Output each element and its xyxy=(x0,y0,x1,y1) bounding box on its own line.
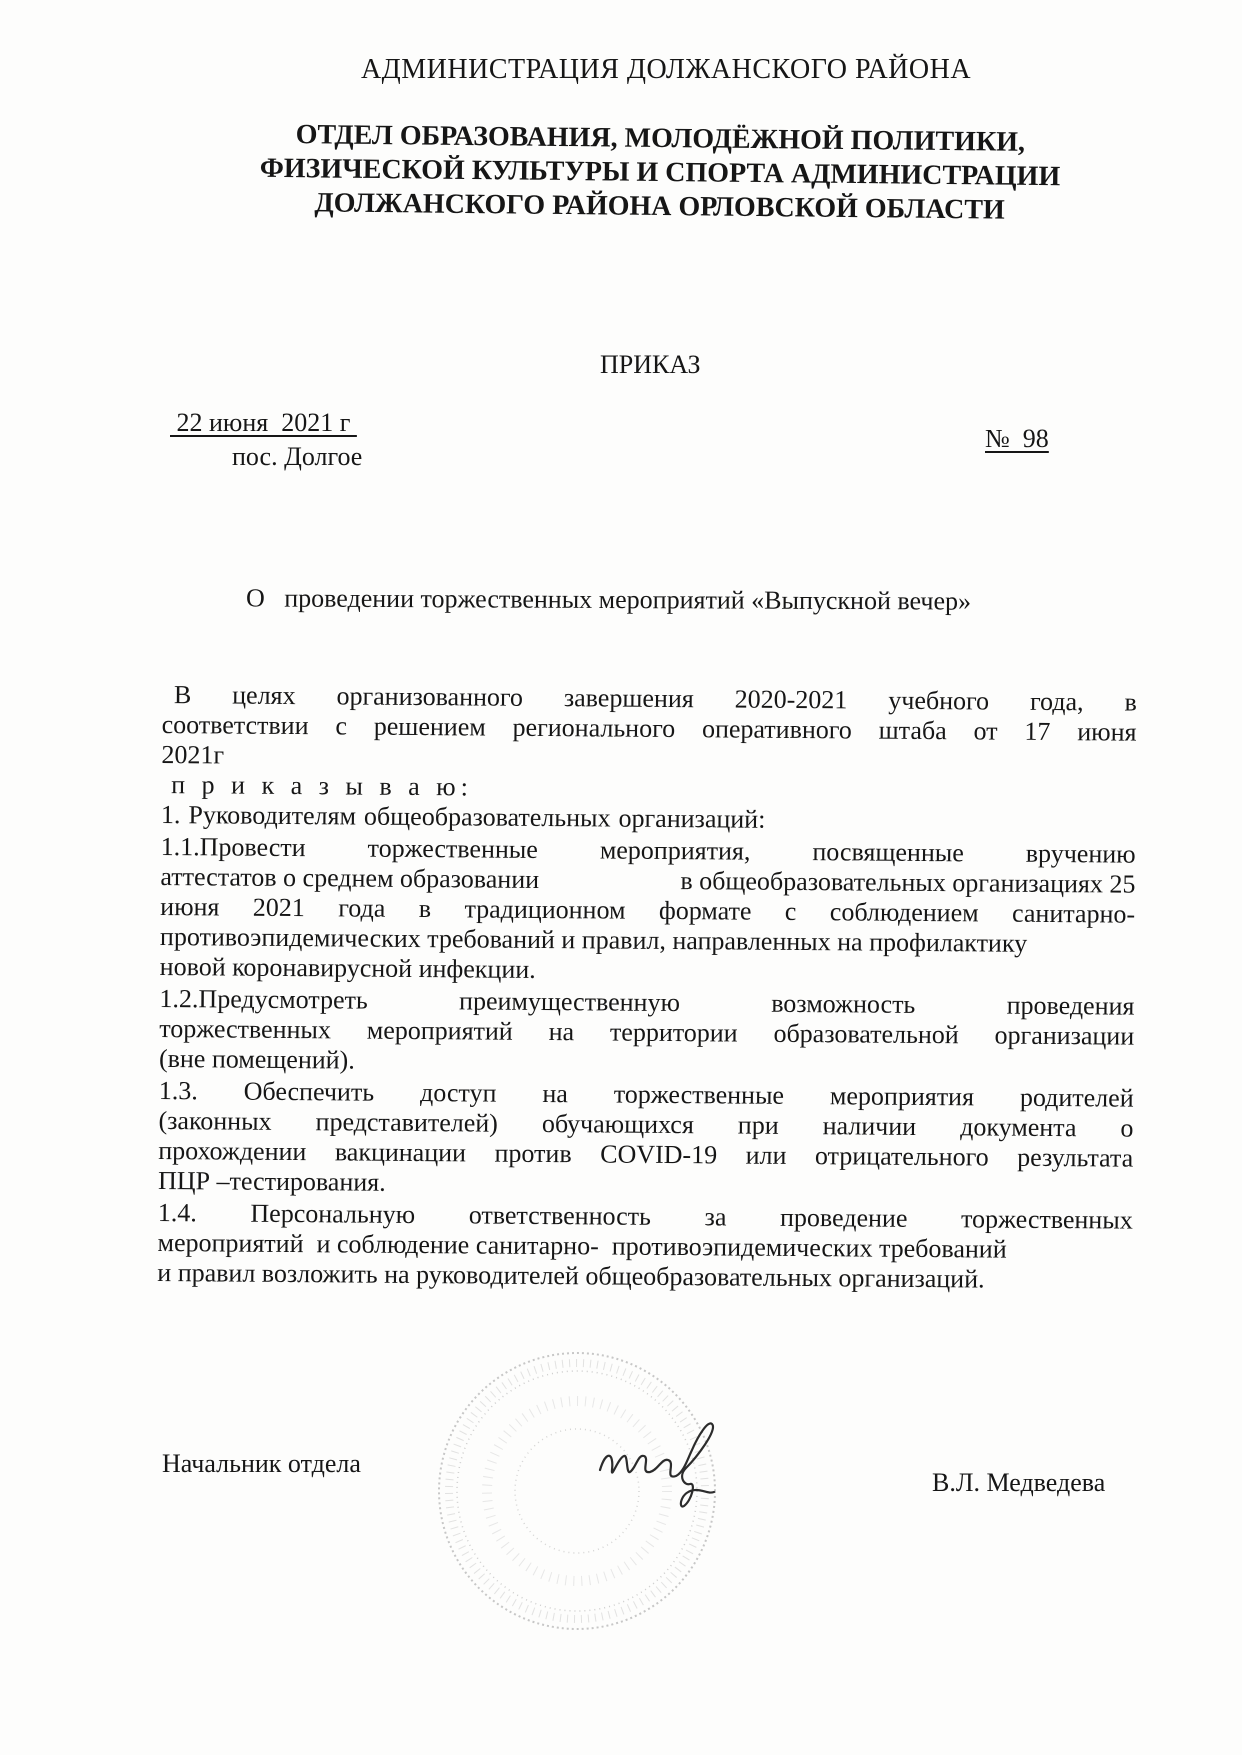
word: (вне помещений). xyxy=(158,1043,355,1075)
word: 1. xyxy=(160,799,181,830)
word: проведения xyxy=(1006,990,1135,1021)
word: целях xyxy=(232,680,296,711)
word: Персональную xyxy=(250,1198,416,1230)
word: результата xyxy=(1017,1142,1134,1173)
word: возможность xyxy=(771,988,916,1019)
department-title-line: ОТДЕЛ ОБРАЗОВАНИЯ, МОЛОДЁЖНОЙ ПОЛИТИКИ, xyxy=(295,119,1026,158)
item-1 xyxy=(161,800,1136,838)
word: торжественных xyxy=(960,1204,1133,1235)
word: соблюдением xyxy=(829,897,979,928)
word: мероприятия, xyxy=(599,835,751,866)
word: общеобразовательных xyxy=(363,801,611,833)
word: мероприятий и соблюдение санитарно- противоэпидемических требований xyxy=(157,1227,1007,1264)
word: обучающихся xyxy=(541,1108,694,1140)
word: родителей xyxy=(1019,1082,1134,1113)
word: торжественные xyxy=(613,1079,785,1110)
signature-position: Начальник отдела xyxy=(162,1449,361,1478)
administration-title: АДМИНИСТРАЦИЯ ДОЛЖАНСКОГО РАЙОНА xyxy=(360,54,972,85)
order-number: № 98 xyxy=(985,424,1049,453)
word: отрицательного xyxy=(814,1141,989,1172)
word: 17 xyxy=(1024,716,1051,746)
word: 2020-2021 xyxy=(734,684,848,715)
word: 2021г xyxy=(161,739,225,770)
word: противоэпидемических требований и правил, направленных на профилактику xyxy=(159,921,1028,958)
word: на xyxy=(542,1079,568,1109)
word: санитарно- xyxy=(1011,898,1136,929)
word: при xyxy=(737,1110,779,1140)
word: июня xyxy=(160,891,220,922)
word: вакцинации xyxy=(334,1137,467,1168)
item-1-1 xyxy=(160,832,1136,990)
word: мероприятия xyxy=(829,1081,975,1112)
word: Обеспечить xyxy=(243,1076,375,1107)
word: и правил возложить на руководителей общеобразовательных организаций. xyxy=(157,1257,985,1294)
order-place: пос. Долгое xyxy=(232,442,363,471)
order-date: 22 июня 2021 г xyxy=(170,408,357,437)
word: торжественные xyxy=(367,833,538,864)
signature-name: В.Л. Медведева xyxy=(932,1468,1106,1497)
word: с xyxy=(784,896,797,926)
word: торжественных xyxy=(159,1013,332,1045)
word: организации xyxy=(994,1020,1135,1051)
word: наличии xyxy=(822,1111,917,1141)
word: 1.3. xyxy=(158,1075,198,1106)
word: образовательной xyxy=(773,1018,959,1050)
order-subject: О проведении торжественных мероприятий «Выпускной вечер» xyxy=(245,583,972,616)
word: с xyxy=(335,711,348,741)
word: о xyxy=(1120,1113,1134,1143)
department-title-line: ФИЗИЧЕСКОЙ КУЛЬТУРЫ И СПОРТА АДМИНИСТРАЦИИ xyxy=(259,152,1061,193)
word: территории xyxy=(609,1017,738,1048)
order-title: ПРИКАЗ xyxy=(600,350,701,379)
word: соответствии xyxy=(161,709,309,741)
word: документа xyxy=(960,1112,1077,1143)
item-1-3 xyxy=(158,1076,1134,1204)
order-word: п р и к а з ы в а ю: xyxy=(171,770,473,802)
intro-paragraph xyxy=(161,680,1137,778)
word: проведение xyxy=(779,1202,908,1233)
word: преимущественную xyxy=(458,986,681,1018)
word: учебного xyxy=(888,685,990,716)
signature-mark xyxy=(592,1410,732,1520)
word: за xyxy=(704,1202,727,1232)
word: в xyxy=(418,894,432,924)
department-title-line: ДОЛЖАНСКОГО РАЙОНА ОРЛОВСКОЙ ОБЛАСТИ xyxy=(314,187,1005,226)
word: ПЦР –тестирования. xyxy=(157,1165,386,1197)
order-body xyxy=(157,680,1137,1296)
word: против xyxy=(494,1138,572,1169)
item-1-4 xyxy=(157,1198,1133,1296)
word: или xyxy=(745,1140,787,1170)
item-1-2 xyxy=(159,984,1135,1082)
word: (законных xyxy=(158,1105,272,1136)
word: организаций: xyxy=(618,803,766,834)
word: представителей) xyxy=(315,1107,499,1138)
word: 1.2.Предусмотреть xyxy=(159,983,368,1015)
word: от xyxy=(973,716,998,746)
word: 1.4. xyxy=(157,1197,197,1228)
word: COVID-19 xyxy=(600,1139,718,1170)
word: года, xyxy=(1029,686,1084,717)
text-line xyxy=(159,1044,1134,1082)
word: посвященные xyxy=(812,837,964,868)
word: года xyxy=(338,893,386,923)
word: оперативного xyxy=(701,714,852,745)
word: решением xyxy=(373,711,486,742)
word: регионального xyxy=(512,712,676,744)
word: на xyxy=(548,1017,575,1047)
word: вручению xyxy=(1025,838,1136,869)
text-line xyxy=(161,800,1136,838)
word: завершения xyxy=(563,683,694,714)
word: Руководителям xyxy=(188,800,357,831)
word: штаба xyxy=(878,715,947,746)
word: ответственность xyxy=(468,1200,652,1231)
word: мероприятий xyxy=(366,1015,513,1046)
word: новой коронавирусной инфекции. xyxy=(159,951,536,984)
word: организованного xyxy=(336,681,524,712)
word: аттестатов о среднем образовании xyxy=(160,861,540,894)
word: 1.1.Провести xyxy=(160,831,306,863)
word: формате xyxy=(658,895,752,926)
word: июня xyxy=(1077,717,1137,747)
word: 2021 xyxy=(252,892,305,923)
department-title xyxy=(219,117,1100,228)
word: в xyxy=(1124,687,1137,717)
word: традиционном xyxy=(464,894,626,925)
word: в общеобразовательных организациях 25 xyxy=(680,866,1136,899)
word: доступ xyxy=(419,1078,497,1108)
word: В xyxy=(173,680,192,710)
word: прохождении xyxy=(158,1135,307,1167)
